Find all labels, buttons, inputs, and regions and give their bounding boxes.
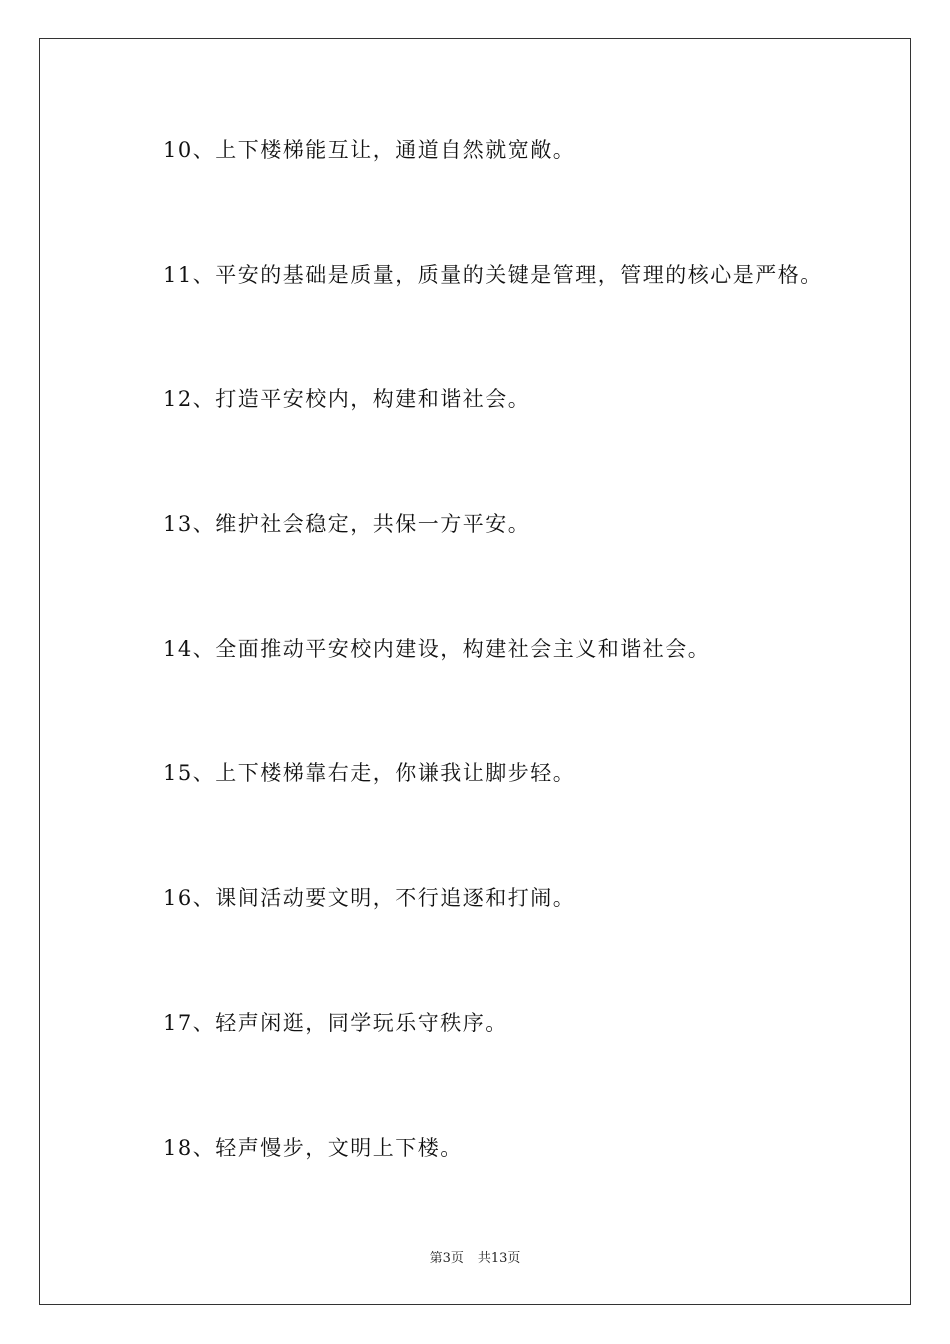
slogan-item: 10、上下楼梯能互让，通道自然就宽敞。 xyxy=(163,138,576,162)
slogan-item: 11、平安的基础是质量，质量的关键是管理，管理的核心是严格。 xyxy=(163,262,823,287)
page-footer xyxy=(0,1247,950,1266)
slogan-item: 14、全面推动平安校内建设，构建社会主义和谐社会。 xyxy=(163,636,711,661)
slogan-list xyxy=(163,130,883,1252)
slogan-item: 16、课间活动要文明，不行追逐和打闹。 xyxy=(163,886,576,911)
current-page-label: 第3页 xyxy=(429,1251,464,1266)
slogan-item: 13、维护社会稳定，共保一方平安。 xyxy=(163,512,531,537)
total-pages-label: 共13页 xyxy=(477,1251,521,1266)
slogan-item: 12、打造平安校内，构建和谐社会。 xyxy=(163,387,531,412)
slogan-item: 15、上下楼梯靠右走，你谦我让脚步轻。 xyxy=(163,761,576,786)
slogan-item: 18、轻声慢步，文明上下楼。 xyxy=(163,1135,463,1160)
slogan-item: 17、轻声闲逛，同学玩乐守秩序。 xyxy=(163,1010,508,1035)
